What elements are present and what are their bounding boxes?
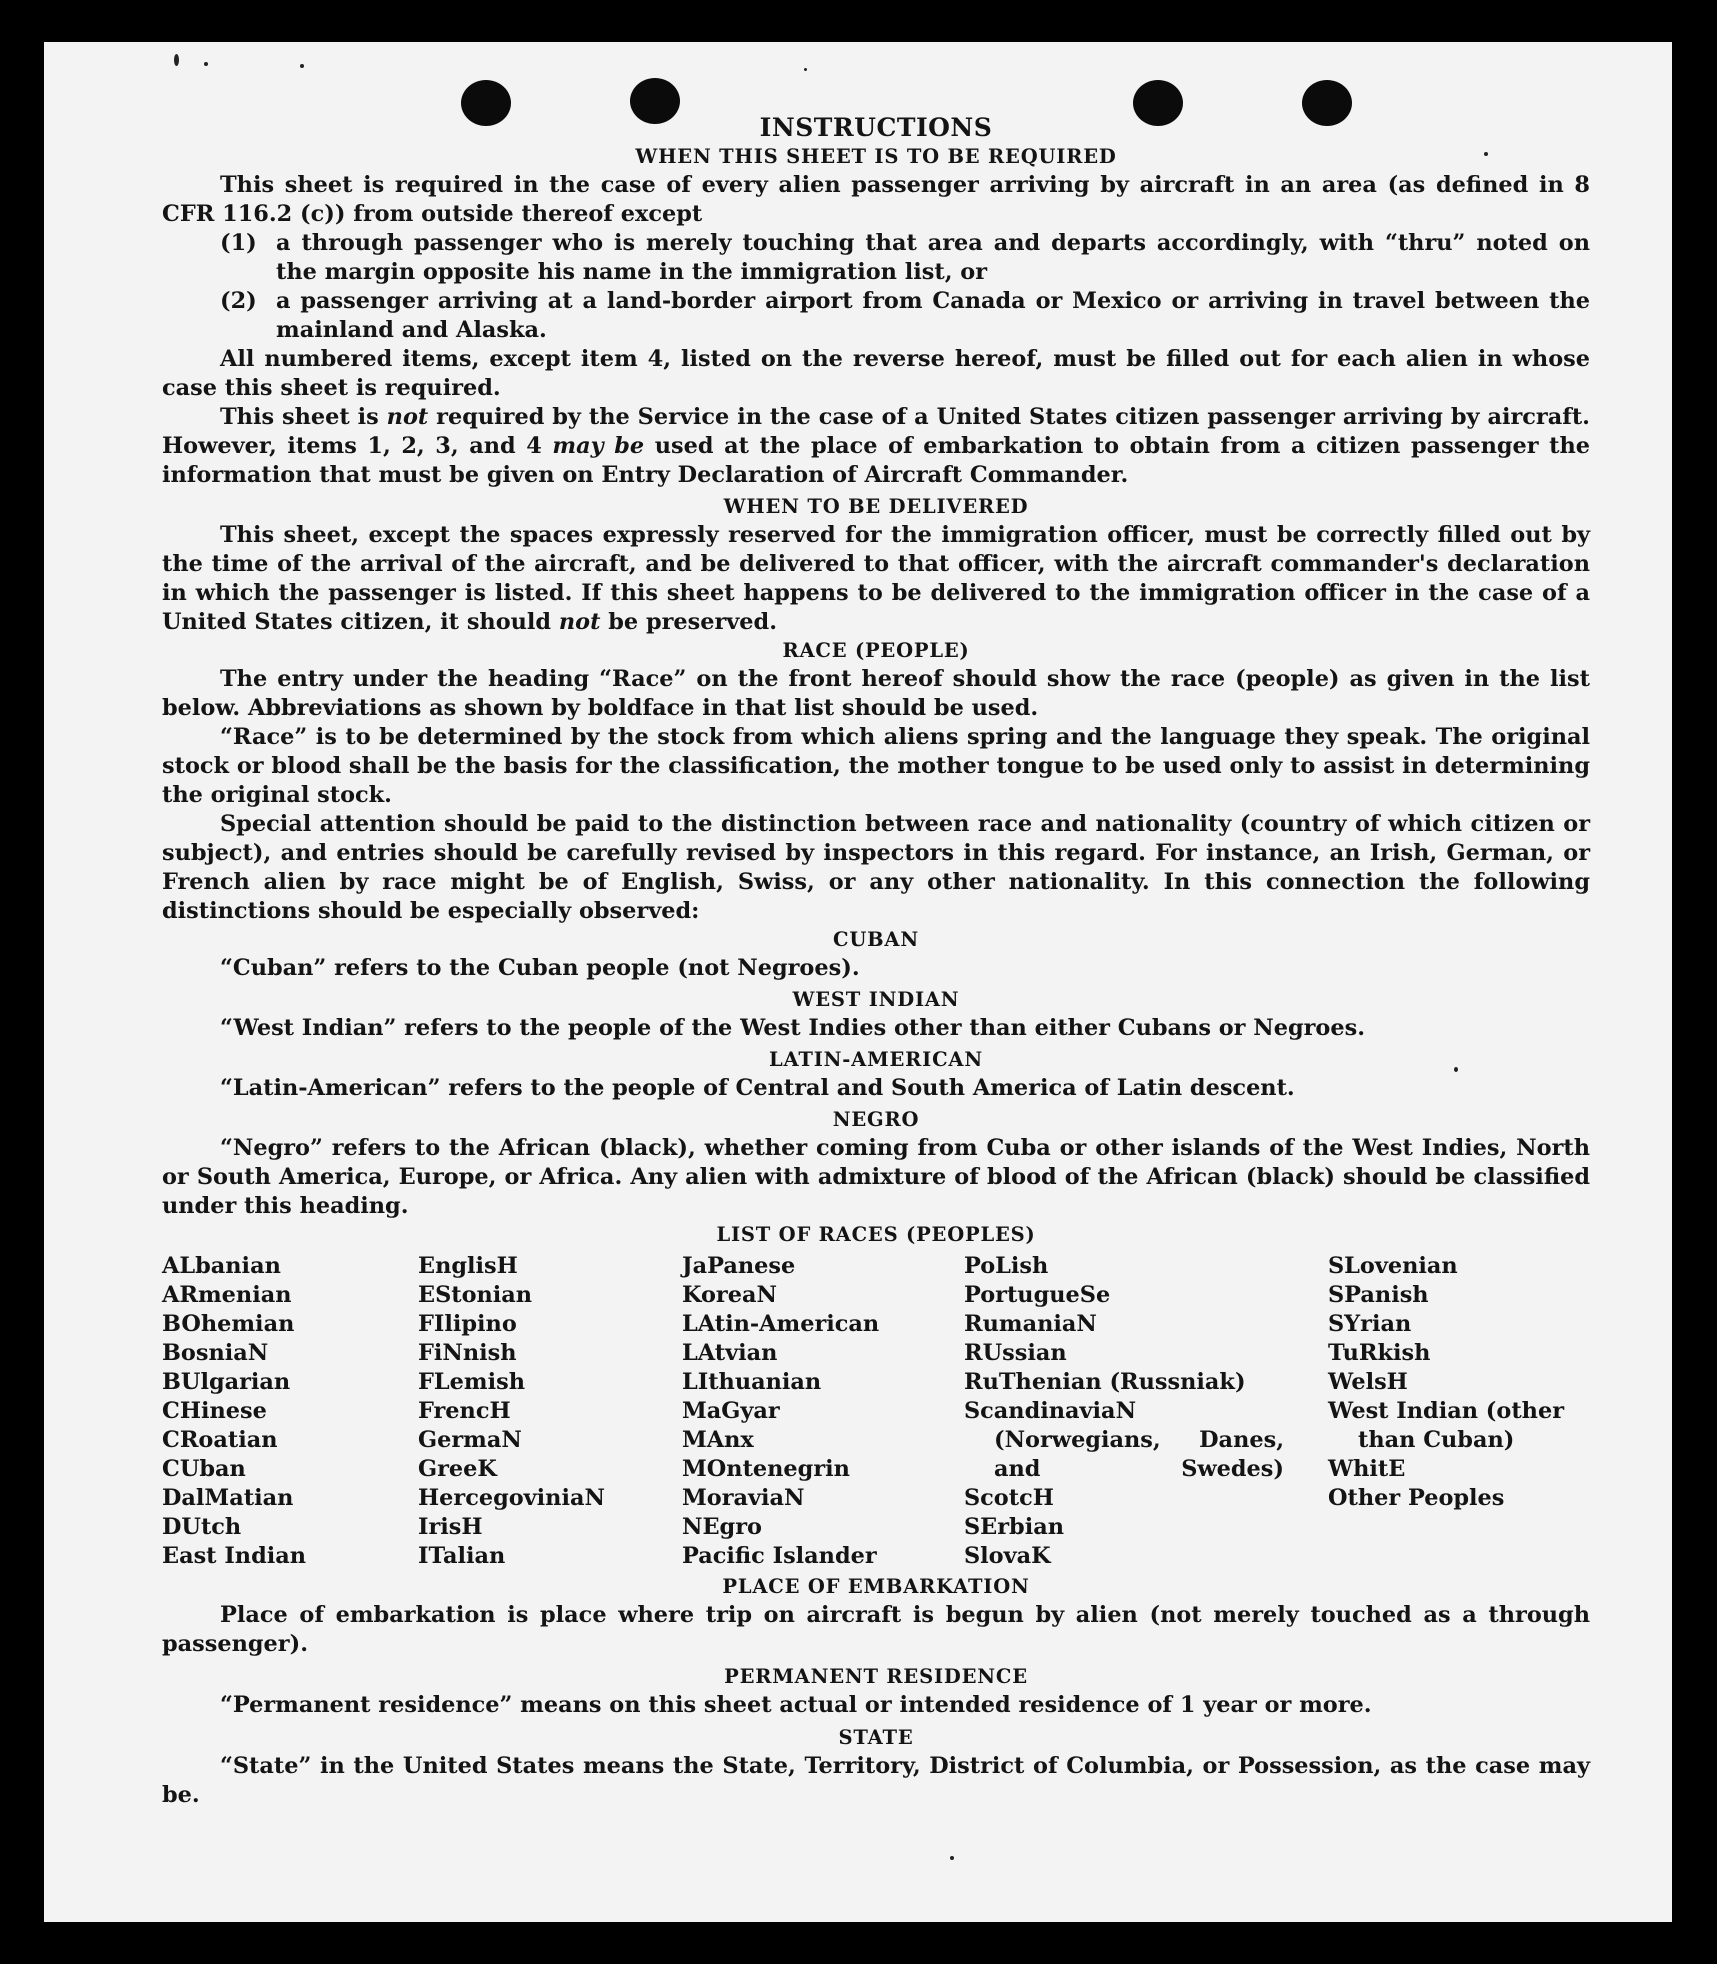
race-item: FrencH (418, 1398, 511, 1424)
section-heading: NEGRO (832, 1108, 920, 1131)
item-number: (2) (220, 288, 257, 314)
race-item: PoLish (964, 1253, 1049, 1279)
race-item: FIlipino (418, 1311, 517, 1337)
paragraph: “Negro” refers to the African (black), whether coming from Cuba or other islands of the West Indies, North or South America, Europe, or Africa. Any alien with admixture of blood of the African (black) should be classified under this heading. (162, 1135, 1590, 1219)
race-item: WelsH (1328, 1369, 1408, 1395)
race-item: HercegoviniaN (418, 1485, 605, 1511)
race-item: ARmenian (162, 1282, 292, 1308)
race-item: WhitE (1328, 1456, 1406, 1482)
race-item: MoraviaN (682, 1485, 805, 1511)
race-item: Other Peoples (1328, 1485, 1505, 1511)
section-heading: LIST OF RACES (PEOPLES) (716, 1223, 1036, 1246)
paragraph: The entry under the heading “Race” on the front hereof should show the race (people) as given in the list below. Abbreviations as shown by boldface in that list should be used. (162, 666, 1590, 721)
item-number: (1) (220, 230, 257, 256)
race-item: SlovaK (964, 1543, 1051, 1569)
race-item: LAtin-American (682, 1311, 880, 1337)
race-item: NEgro (682, 1514, 762, 1540)
section-heading: PLACE OF EMBARKATION (722, 1575, 1030, 1598)
numbered-item (220, 229, 1590, 287)
race-item: PortugueSe (964, 1282, 1111, 1308)
paragraph: Place of embarkation is place where trip on aircraft is begun by alien (not merely touched as a through passenger). (162, 1602, 1590, 1657)
race-item: SErbian (964, 1514, 1064, 1540)
race-item: CRoatian (162, 1427, 278, 1453)
race-item: RUssian (964, 1340, 1067, 1366)
section-heading: WEST INDIAN (792, 988, 960, 1011)
race-item: RumaniaN (964, 1311, 1097, 1337)
race-column (964, 1252, 1328, 1571)
race-item: BosniaN (162, 1340, 269, 1366)
paragraph: This sheet, except the spaces expressly reserved for the immigration officer, must be correctly filled out by the time of the arrival of the aircraft, and be delivered to that officer, with the aircraft commander's declaration in which the passenger is listed. If this sheet happens to be delivered to the immigration officer in the case of a United States citizen, it should not be preserved. (162, 522, 1590, 635)
race-item: BOhemian (162, 1311, 295, 1337)
paragraph: “State” in the United States means the State, Territory, District of Columbia, or Possession, as the case may be. (162, 1753, 1590, 1808)
item-text: a passenger arriving at a land-border airport from Canada or Mexico or arriving in travel between the mainland and Alaska. (276, 288, 1590, 343)
speck (804, 68, 807, 71)
race-item: SYrian (1328, 1311, 1412, 1337)
race-item: RuThenian (Russniak) (964, 1369, 1246, 1395)
race-item: DUtch (162, 1514, 242, 1540)
race-item: SPanish (1328, 1282, 1429, 1308)
section-heading: LATIN-AMERICAN (769, 1048, 983, 1071)
paragraph: All numbered items, except item 4, listed on the reverse hereof, must be filled out for each alien in whose case this sheet is required. (162, 346, 1590, 401)
race-item: LAtvian (682, 1340, 778, 1366)
race-column (682, 1252, 964, 1571)
instructions-text (162, 112, 1590, 1810)
race-column (418, 1252, 682, 1571)
paragraph: “West Indian” refers to the people of the West Indies other than either Cubans or Negroes. (220, 1015, 1365, 1041)
race-item: FLemish (418, 1369, 525, 1395)
race-item: LIthuanian (682, 1369, 822, 1395)
race-item: SLovenian (1328, 1253, 1458, 1279)
speck (950, 1856, 954, 1860)
section-heading: RACE (PEOPLE) (782, 639, 970, 662)
speck (300, 64, 304, 68)
race-item: CHinese (162, 1398, 267, 1424)
race-item: East Indian (162, 1543, 307, 1569)
numbered-item (220, 287, 1590, 345)
race-item: EStonian (418, 1282, 533, 1308)
paragraph: Special attention should be paid to the distinction between race and nationality (country of which citizen or subject), and entries should be carefully revised by inspectors in this regard. For instance, an Irish, German, or French alien by race might be of English, Swiss, or any other nationality. In this connection the following distinctions should be especially observed: (162, 811, 1590, 924)
speck (174, 54, 179, 66)
race-item: IrisH (418, 1514, 483, 1540)
paragraph: “Race” is to be determined by the stock from which aliens spring and the language they speak. The original stock or blood shall be the basis for the classification, the mother tongue to be used only to assist in determining the original stock. (162, 724, 1590, 808)
race-item: TuRkish (1328, 1340, 1431, 1366)
race-item: FiNnish (418, 1340, 517, 1366)
race-column (1328, 1252, 1590, 1571)
speck (204, 62, 208, 66)
race-item: West Indian (other than Cuban) (1328, 1398, 1564, 1453)
paragraph: This sheet is required in the case of every alien passenger arriving by aircraft in an area (as defined in 8 CFR 116.2 (c)) from outside thereof except (162, 172, 1590, 227)
race-item: GermaN (418, 1427, 522, 1453)
race-item: EnglisH (418, 1253, 518, 1279)
race-item: ITalian (418, 1543, 506, 1569)
paragraph: This sheet is not required by the Service in the case of a United States citizen passenger arriving by aircraft. However, items 1, 2, 3, and 4 may be used at the place of embarkation to obtain from a citizen passenger the information that must be given on Entry Declaration of Aircraft Commander. (162, 404, 1590, 488)
race-item: Pacific Islander (682, 1543, 877, 1569)
section-heading: WHEN TO BE DELIVERED (723, 495, 1029, 518)
race-item: ScotcH (964, 1485, 1054, 1511)
race-column (162, 1252, 418, 1571)
document-page (44, 42, 1672, 1922)
race-item: BUlgarian (162, 1369, 291, 1395)
section-heading: CUBAN (833, 928, 919, 951)
section-heading: STATE (838, 1726, 914, 1749)
race-item: MOntenegrin (682, 1456, 850, 1482)
race-item: MAnx (682, 1427, 754, 1453)
race-item: MaGyar (682, 1398, 780, 1424)
section-heading: PERMANENT RESIDENCE (724, 1665, 1028, 1688)
section-heading: WHEN THIS SHEET IS TO BE REQUIRED (635, 145, 1117, 168)
race-list (162, 1252, 1590, 1571)
paragraph: “Cuban” refers to the Cuban people (not Negroes). (220, 955, 860, 981)
race-item: CUban (162, 1456, 246, 1482)
paragraph: “Latin-American” refers to the people of Central and South America of Latin descent. (220, 1075, 1295, 1101)
race-item: DalMatian (162, 1485, 294, 1511)
race-item: ScandinaviaN (Norwegians, Danes, and Swedes) (964, 1398, 1284, 1482)
race-item: ALbanian (162, 1253, 281, 1279)
race-item: GreeK (418, 1456, 497, 1482)
page-title: INSTRUCTIONS (759, 113, 993, 142)
item-text: a through passenger who is merely touching that area and departs accordingly, with “thru” noted on the margin opposite his name in the immigration list, or (276, 230, 1590, 285)
paragraph: “Permanent residence” means on this sheet actual or intended residence of 1 year or more. (220, 1692, 1372, 1718)
race-item: JaPanese (682, 1253, 796, 1279)
race-item: KoreaN (682, 1282, 777, 1308)
